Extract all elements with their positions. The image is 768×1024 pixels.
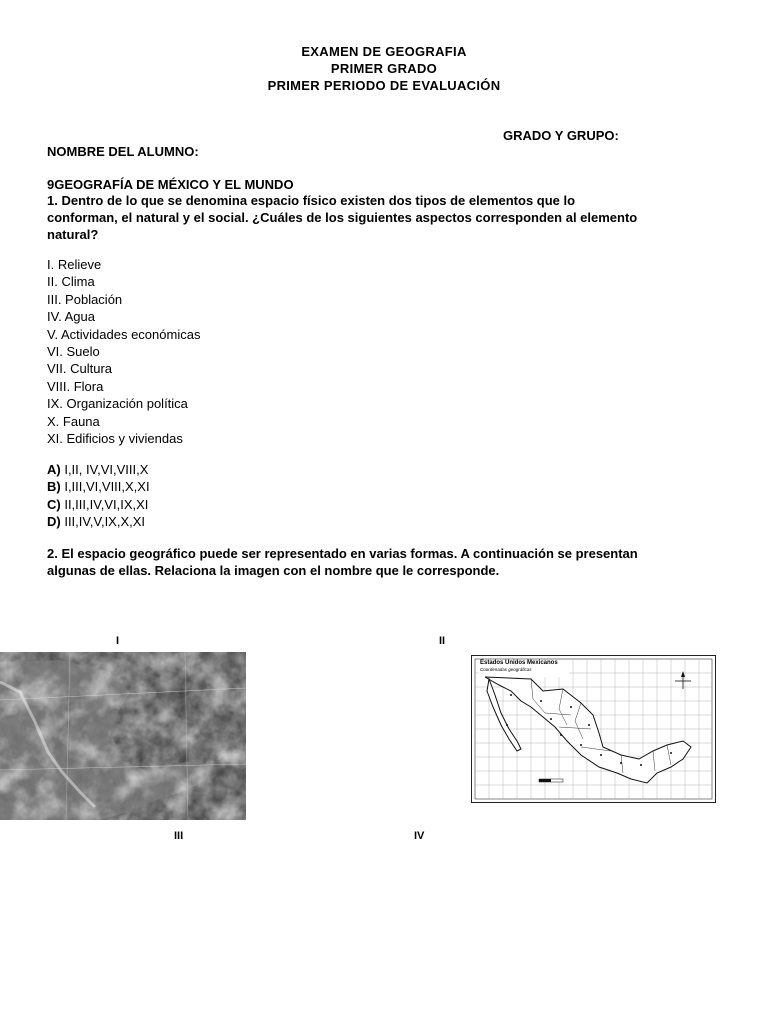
mexico-outline-map	[471, 655, 716, 803]
answer-choice-a[interactable]	[47, 461, 150, 478]
option-item: I. Relieve	[47, 257, 102, 272]
question-2	[47, 545, 737, 579]
answer-letter: A)	[47, 462, 61, 477]
question-1	[47, 192, 727, 243]
question-1-line-3: natural?	[47, 227, 99, 242]
map-title: Estados Unidos Mexicanos	[480, 660, 558, 666]
exam-header	[0, 43, 768, 94]
question-1-line-1: 1. Dentro de lo que se denomina espacio físico existen dos tipos de elementos que lo	[47, 193, 576, 208]
section-title: 9GEOGRAFÍA DE MÉXICO Y EL MUNDO	[47, 177, 294, 192]
answer-choice-d[interactable]	[47, 513, 150, 530]
question-1-answers	[47, 461, 150, 531]
question-2-line-1: 2. El espacio geográfico puede ser representado en varias formas. A continuación se presentan	[47, 546, 638, 561]
question-1-options	[47, 256, 200, 447]
answer-letter: C)	[47, 496, 61, 512]
grade-group-label: GRADO Y GRUPO:	[503, 128, 619, 143]
option-item: X. Fauna	[47, 413, 100, 429]
question-2-line-2: algunas de ellas. Relaciona la imagen con el nombre que le corresponde.	[47, 563, 500, 578]
exam-title: EXAMEN DE GEOGRAFIA	[301, 44, 467, 59]
image-label-iv: IV	[414, 830, 425, 842]
option-item: XI. Edificios y viviendas	[47, 431, 183, 447]
satellite-image	[0, 652, 246, 820]
image-label-ii: II	[439, 635, 446, 647]
exam-period: PRIMER PERIODO DE EVALUACIÓN	[267, 78, 501, 93]
question-1-line-2: conforman, el natural y el social. ¿Cuáles de los siguientes aspectos corresponden al elemento	[47, 210, 638, 225]
answer-letter: B)	[47, 479, 61, 495]
option-item: VIII. Flora	[47, 378, 104, 394]
answer-text: I,III,VI,VIII,X,XI	[60, 479, 150, 495]
answer-letter: D)	[47, 514, 61, 530]
option-item: VII. Cultura	[47, 361, 113, 377]
option-item: VI. Suelo	[47, 344, 100, 360]
answer-choice-b[interactable]	[47, 478, 150, 495]
map-subtitle: Coordenadas geográficas	[480, 667, 532, 672]
option-item: V. Actividades económicas	[47, 326, 201, 342]
option-item: II. Clima	[47, 274, 95, 290]
image-label-iii: III	[174, 830, 184, 842]
option-item: IV. Agua	[47, 309, 95, 325]
image-label-i: I	[116, 635, 120, 647]
answer-choice-c[interactable]	[47, 496, 150, 513]
exam-grade: PRIMER GRADO	[330, 61, 438, 76]
answer-text: II,III,IV,VI,IX,XI	[60, 496, 149, 512]
option-item: III. Población	[47, 291, 123, 307]
answer-text: I,II, IV,VI,VIII,X	[60, 462, 149, 477]
answer-text: III,IV,V,IX,X,XI	[60, 514, 146, 530]
outline-map	[471, 655, 716, 803]
student-name-label: NOMBRE DEL ALUMNO:	[47, 144, 199, 159]
option-item: IX. Organización política	[47, 396, 188, 412]
